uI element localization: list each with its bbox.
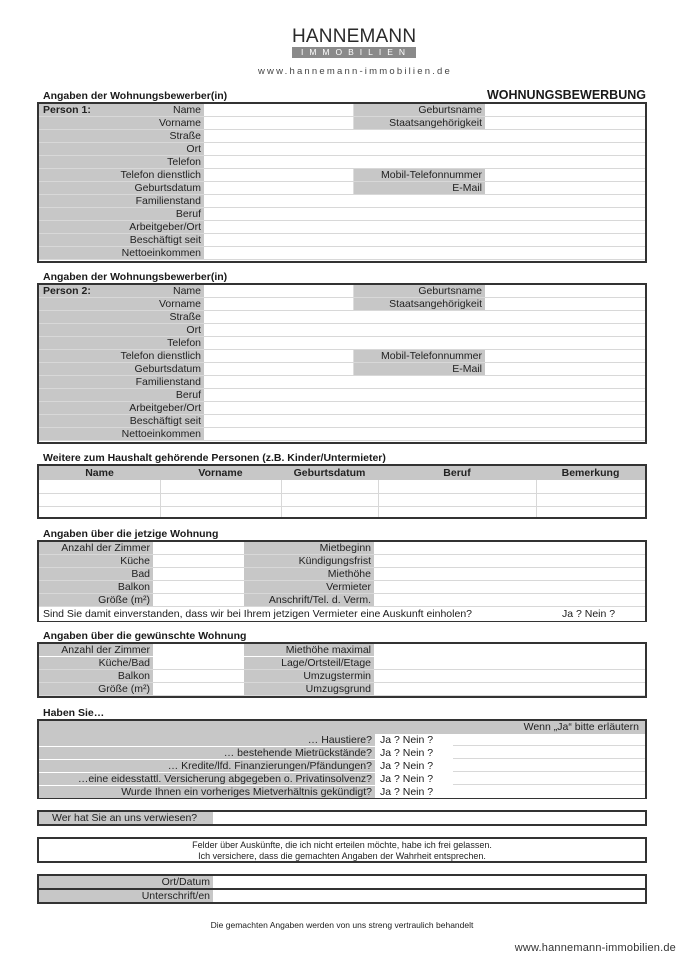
apartment-row [39,542,645,555]
applicant-row [39,130,645,143]
field-label: Arbeitgeber/Ort [39,221,204,233]
field-input[interactable] [204,169,354,181]
apartment-row [39,644,645,657]
field-input[interactable] [204,285,354,297]
field-label: Miethöhe maximal [244,644,374,656]
field-input[interactable] [485,117,645,129]
questions-section-title: Haben Sie… [43,707,105,719]
field-input[interactable] [204,402,645,414]
header-url: www.hannemann-immobilien.de [257,66,453,77]
yes-no-options[interactable]: Ja ? Nein ? [375,773,453,785]
document-title: WOHNUNGSBEWERBUNG [486,88,646,102]
field-label: Name [39,104,204,116]
household-cell-input[interactable] [379,493,536,505]
field-label: Küche/Bad [39,657,153,669]
applicant-row [39,117,645,130]
field-input[interactable] [374,568,645,580]
apartment-row [39,594,645,607]
field-label: Ort [39,143,204,155]
field-input[interactable] [374,542,645,554]
person2-table [37,283,647,444]
field-label: Arbeitgeber/Ort [39,402,204,414]
field-label: Größe (m²) [39,594,153,606]
field-input[interactable] [485,182,645,194]
household-cell-input[interactable] [282,506,378,518]
applicant-row [39,156,645,169]
household-cell-input[interactable] [537,480,645,492]
field-label: Straße [39,311,204,323]
applicant-row [39,324,645,337]
apartment-row [39,670,645,683]
field-label: Telefon dienstlich [39,350,204,362]
field-label: Anzahl der Zimmer [39,542,153,554]
questions-table [37,719,647,799]
household-cell-input[interactable] [40,493,160,505]
yes-no-options[interactable]: Ja ? Nein ? [375,734,453,746]
yes-no-options[interactable]: Ja ? Nein ? [375,747,453,759]
explanation-input[interactable] [453,760,645,772]
column-header-beruf: Beruf [443,467,471,479]
field-label: Geburtsdatum [39,363,204,375]
field-input[interactable] [485,285,645,297]
field-input[interactable] [204,104,354,116]
signature-table [37,874,647,904]
field-label: E-Mail [354,182,485,194]
field-input[interactable] [485,363,645,375]
field-input[interactable] [204,221,645,233]
household-cell-input[interactable] [282,480,378,492]
apartment-row [39,657,645,670]
field-label: Umzugsgrund [244,683,374,695]
logo-brand-main: HANNEMANN [292,26,417,47]
applicant-row [39,298,645,311]
field-label: Vermieter [244,581,374,593]
field-input[interactable] [204,117,354,129]
applicant-row [39,247,645,260]
consent-options[interactable]: Ja ? Nein ? [562,608,616,620]
field-input[interactable] [485,104,645,116]
field-input[interactable] [204,182,354,194]
applicant-row [39,415,645,428]
field-input[interactable] [485,350,645,362]
applicant-row [39,182,645,195]
confidentiality-note: Die gemachten Angaben werden von uns streng vertraulich behandelt [210,920,474,930]
field-label: Mobil-Telefonnummer [354,169,485,181]
field-label: Nettoeinkommen [39,247,204,259]
logo-brand-sub: IMMOBILIEN [292,47,416,58]
field-input[interactable] [153,683,244,695]
applicant-row [39,337,645,350]
explanation-input[interactable] [453,747,645,759]
field-input[interactable] [204,350,354,362]
field-input[interactable] [204,130,645,142]
field-label: Bad [39,568,153,580]
question-label: …eine eidesstattl. Versicherung abgegeben o. Privatinsolvenz? [39,773,375,785]
field-label: Geburtsname [354,104,485,116]
field-label: Familienstand [39,376,204,388]
landlord-consent-row [39,608,645,621]
current-apartment-section-title: Angaben über die jetzige Wohnung [43,528,219,540]
field-label: Größe (m²) [39,683,153,695]
field-label: Geburtsname [354,285,485,297]
field-label: Balkon [39,581,153,593]
question-row [39,734,645,747]
person-tag: Person 2: [43,285,91,297]
field-input[interactable] [204,298,354,310]
field-label: Balkon [39,670,153,682]
question-label: … Haustiere? [39,734,375,746]
household-cell-input[interactable] [379,506,536,518]
person2-section-title: Angaben der Wohnungsbewerber(in) [43,271,228,283]
field-label: Telefon [39,337,204,349]
ort-datum-label: Ort/Datum [39,876,213,888]
field-label: E-Mail [354,363,485,375]
declaration-box [37,837,647,863]
field-input[interactable] [374,670,645,682]
field-label: Küche [39,555,153,567]
household-cell-input[interactable] [161,493,281,505]
field-label: Beschäftigt seit [39,234,204,246]
field-label: Vorname [39,117,204,129]
declaration-line-1: Felder über Auskünfte, die ich nicht erteilen möchte, habe ich frei gelassen. [192,840,492,850]
field-input[interactable] [374,555,645,567]
applicant-row [39,389,645,402]
explanation-input[interactable] [453,734,645,746]
explanation-input[interactable] [453,773,645,785]
field-input[interactable] [204,234,645,246]
desired-apartment-table [37,642,647,698]
household-table [37,464,647,519]
household-cell-input[interactable] [379,480,536,492]
field-label: Beschäftigt seit [39,415,204,427]
apartment-row [39,581,645,594]
question-row [39,747,645,760]
person1-table [37,102,647,263]
applicant-row [39,195,645,208]
unterschrift-label: Unterschrift/en [39,890,213,902]
field-input[interactable] [153,581,244,593]
field-label: Mietbeginn [244,542,374,554]
applicant-row [39,363,645,376]
applicant-row [39,234,645,247]
field-input[interactable] [204,156,645,168]
column-header-geburtsdatum: Geburtsdatum [293,467,366,479]
field-label: Kündigungsfrist [244,555,374,567]
field-input[interactable] [204,363,354,375]
apartment-row [39,683,645,696]
field-label: Beruf [39,389,204,401]
field-label: Lage/Ortsteil/Etage [244,657,374,669]
household-cell-input[interactable] [282,493,378,505]
person1-section-title: Angaben der Wohnungsbewerber(in) [43,90,228,102]
field-input[interactable] [204,208,645,220]
field-input[interactable] [374,683,645,695]
field-input[interactable] [204,195,645,207]
applicant-row [39,311,645,324]
questions-header-row [39,721,645,734]
company-logo [292,28,416,58]
field-input[interactable] [153,657,244,669]
applicant-row [39,143,645,156]
signature-row-unterschrift [39,890,645,903]
applicant-row [39,402,645,415]
field-input[interactable] [153,568,244,580]
question-label: Wurde Ihnen ein vorheriges Mietverhältnis gekündigt? [39,786,375,798]
column-header-bemerkung: Bemerkung [561,467,620,479]
field-input[interactable] [374,581,645,593]
household-table-header [39,466,645,480]
unterschrift-input[interactable] [213,890,645,902]
field-input[interactable] [485,298,645,310]
household-cell-input[interactable] [40,506,160,518]
applicant-row [39,428,645,441]
question-row [39,786,645,799]
field-label: Beruf [39,208,204,220]
field-input[interactable] [485,169,645,181]
household-cell-input[interactable] [537,506,645,518]
field-label: Straße [39,130,204,142]
referral-input[interactable] [213,812,645,824]
field-input[interactable] [204,311,645,323]
field-label: Umzugstermin [244,670,374,682]
field-input[interactable] [204,428,645,440]
applicant-row [39,208,645,221]
field-input[interactable] [153,555,244,567]
yes-no-options[interactable]: Ja ? Nein ? [375,786,453,798]
field-label: Nettoeinkommen [39,428,204,440]
person-tag: Person 1: [43,104,91,116]
field-label: Miethöhe [244,568,374,580]
applicant-row [39,221,645,234]
field-input[interactable] [153,542,244,554]
field-label: Anschrift/Tel. d. Verm. [244,594,374,606]
current-apartment-table [37,540,647,622]
field-label: Ort [39,324,204,336]
field-input[interactable] [374,594,645,606]
signature-row-ort-datum [39,876,645,890]
applicant-row [39,376,645,389]
field-input[interactable] [374,657,645,669]
field-input[interactable] [204,389,645,401]
field-label: Vorname [39,298,204,310]
field-input[interactable] [204,376,645,388]
applicant-row [39,285,645,298]
household-cell-input[interactable] [537,493,645,505]
question-row [39,773,645,786]
field-input[interactable] [204,324,645,336]
field-input[interactable] [374,644,645,656]
apartment-row [39,555,645,568]
yes-no-options[interactable]: Ja ? Nein ? [375,760,453,772]
household-section-title: Weitere zum Haushalt gehörende Personen (z.B. Kinder/Untermieter) [43,452,386,464]
field-input[interactable] [204,337,645,349]
field-label: Staatsangehörigkeit [354,298,485,310]
referral-row [37,810,647,826]
field-input[interactable] [153,594,244,606]
explanation-input[interactable] [453,786,645,798]
field-label: Staatsangehörigkeit [354,117,485,129]
field-label: Telefon dienstlich [39,169,204,181]
ort-datum-input[interactable] [213,876,645,888]
question-row [39,760,645,773]
field-input[interactable] [153,670,244,682]
footer-url: www.hannemann-immobilien.de [514,942,676,954]
field-label: Anzahl der Zimmer [39,644,153,656]
apartment-row [39,568,645,581]
referral-label: Wer hat Sie an uns verwiesen? [39,812,213,824]
explain-header: Wenn „Ja“ bitte erläutern [39,721,645,734]
applicant-row [39,104,645,117]
field-label: Mobil-Telefonnummer [354,350,485,362]
field-input[interactable] [204,247,645,259]
field-input[interactable] [204,143,645,155]
applicant-row [39,350,645,363]
field-label: Telefon [39,156,204,168]
column-header-name: Name [85,467,114,479]
declaration-line-2: Ich versichere, dass die gemachten Angaben der Wahrheit entsprechen. [198,851,486,861]
applicant-row [39,169,645,182]
question-label: … bestehende Mietrückstände? [39,747,375,759]
question-label: … Kredite/lfd. Finanzierungen/Pfändungen? [39,760,375,772]
consent-question: Sind Sie damit einverstanden, dass wir bei Ihrem jetzigen Vermieter eine Auskunft einholen? [43,608,472,620]
household-cell-input[interactable] [40,480,160,492]
household-cell-input[interactable] [161,506,281,518]
column-header-vorname: Vorname [198,467,243,479]
field-label: Name [39,285,204,297]
field-input[interactable] [153,644,244,656]
field-input[interactable] [204,415,645,427]
field-label: Geburtsdatum [39,182,204,194]
desired-apartment-section-title: Angaben über die gewünschte Wohnung [43,630,247,642]
field-label: Familienstand [39,195,204,207]
household-cell-input[interactable] [161,480,281,492]
